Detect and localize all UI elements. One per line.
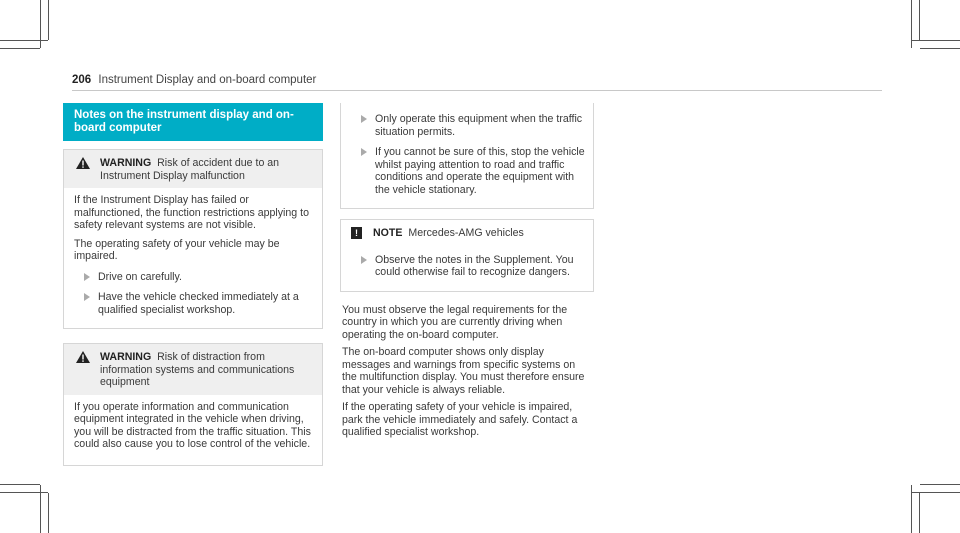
crop-mark: [48, 493, 49, 533]
warning-header: [64, 344, 322, 395]
warning-paragraph: The operating safety of your vehicle may be impaired.: [74, 237, 280, 262]
crop-mark: [920, 48, 960, 49]
page-number: 206: [72, 74, 92, 86]
chapter-title: Instrument Display and on-board computer: [98, 74, 317, 86]
page-header: [72, 74, 882, 90]
warning-heading: Risk of accident due to an Instrument Display malfunction: [100, 157, 280, 182]
exclamation-icon: !: [351, 227, 362, 239]
instruction-step: [351, 254, 585, 279]
section-title: Notes on the instrument display and on-board computer: [63, 103, 323, 141]
note-heading: Mercedes-AMG vehicles: [408, 227, 524, 239]
crop-mark: [0, 492, 48, 493]
note-body: [341, 254, 593, 291]
warning-label: WARNING: [100, 157, 152, 169]
right-column: [340, 103, 594, 444]
warning-box-distraction: [63, 343, 323, 466]
arrow-right-icon: [361, 256, 367, 264]
step-text: Observe the notes in the Supplement. You could otherwise fail to recognize dangers.: [375, 253, 574, 278]
warning-body: [341, 103, 593, 208]
body-paragraph: You must observe the legal requirements for the country in which you are currently driving when operating the on-board computer.: [342, 303, 568, 341]
header-divider: [72, 90, 882, 91]
crop-mark: [48, 0, 49, 40]
body-paragraph: The on-board computer shows only display messages and warnings from specific systems on the multifunction display. You must therefore ensure that your vehicle is always reliable.: [342, 346, 585, 396]
note-label: NOTE: [373, 227, 403, 239]
crop-mark: [919, 493, 920, 533]
body-paragraph: If the operating safety of your vehicle is impaired, park the vehicle immediately and safely. Contact a qualified specialist workshop.: [342, 401, 578, 438]
crop-mark: [919, 0, 920, 40]
body-text: [340, 304, 594, 439]
crop-mark: [0, 484, 40, 485]
instruction-step: [351, 146, 585, 196]
warning-box-accident: [63, 149, 323, 329]
warning-triangle-icon: [76, 157, 90, 169]
arrow-right-icon: [361, 148, 367, 156]
warning-triangle-icon: [76, 351, 90, 363]
step-text: Only operate this equipment when the traffic situation permits.: [375, 113, 583, 138]
step-text: If you cannot be sure of this, stop the vehicle whilst paying attention to road and traffic conditions and operate the equipment with the vehicle stationary.: [375, 146, 585, 196]
step-text: Drive on carefully.: [98, 270, 182, 283]
warning-paragraph: If the Instrument Display has failed or malfunctioned, the function restrictions applying to safety relevant systems are not visible.: [74, 194, 309, 231]
step-text: Have the vehicle checked immediately at a qualified specialist workshop.: [98, 291, 299, 316]
warning-header: [64, 150, 322, 188]
crop-mark: [0, 40, 48, 41]
crop-mark: [0, 48, 40, 49]
crop-mark: [920, 484, 960, 485]
warning-label: WARNING: [100, 351, 152, 363]
arrow-right-icon: [361, 115, 367, 123]
instruction-step: [351, 113, 585, 138]
crop-mark: [912, 40, 960, 41]
warning-box-continued: [340, 103, 594, 209]
instruction-step: [74, 271, 314, 284]
arrow-right-icon: [84, 273, 90, 281]
warning-paragraph: If you operate information and communication equipment integrated in the vehicle when driving, you will be distracted from the traffic situation. This could also cause you to lose control of the vehicle.: [74, 400, 311, 450]
warning-body: [64, 395, 322, 465]
warning-body: [64, 188, 322, 328]
note-header: [341, 220, 593, 246]
arrow-right-icon: [84, 293, 90, 301]
left-column: [63, 103, 323, 466]
note-box: [340, 219, 594, 292]
instruction-step: [74, 291, 314, 316]
warning-heading: Risk of distraction from information systems and communications equipment: [100, 351, 295, 388]
